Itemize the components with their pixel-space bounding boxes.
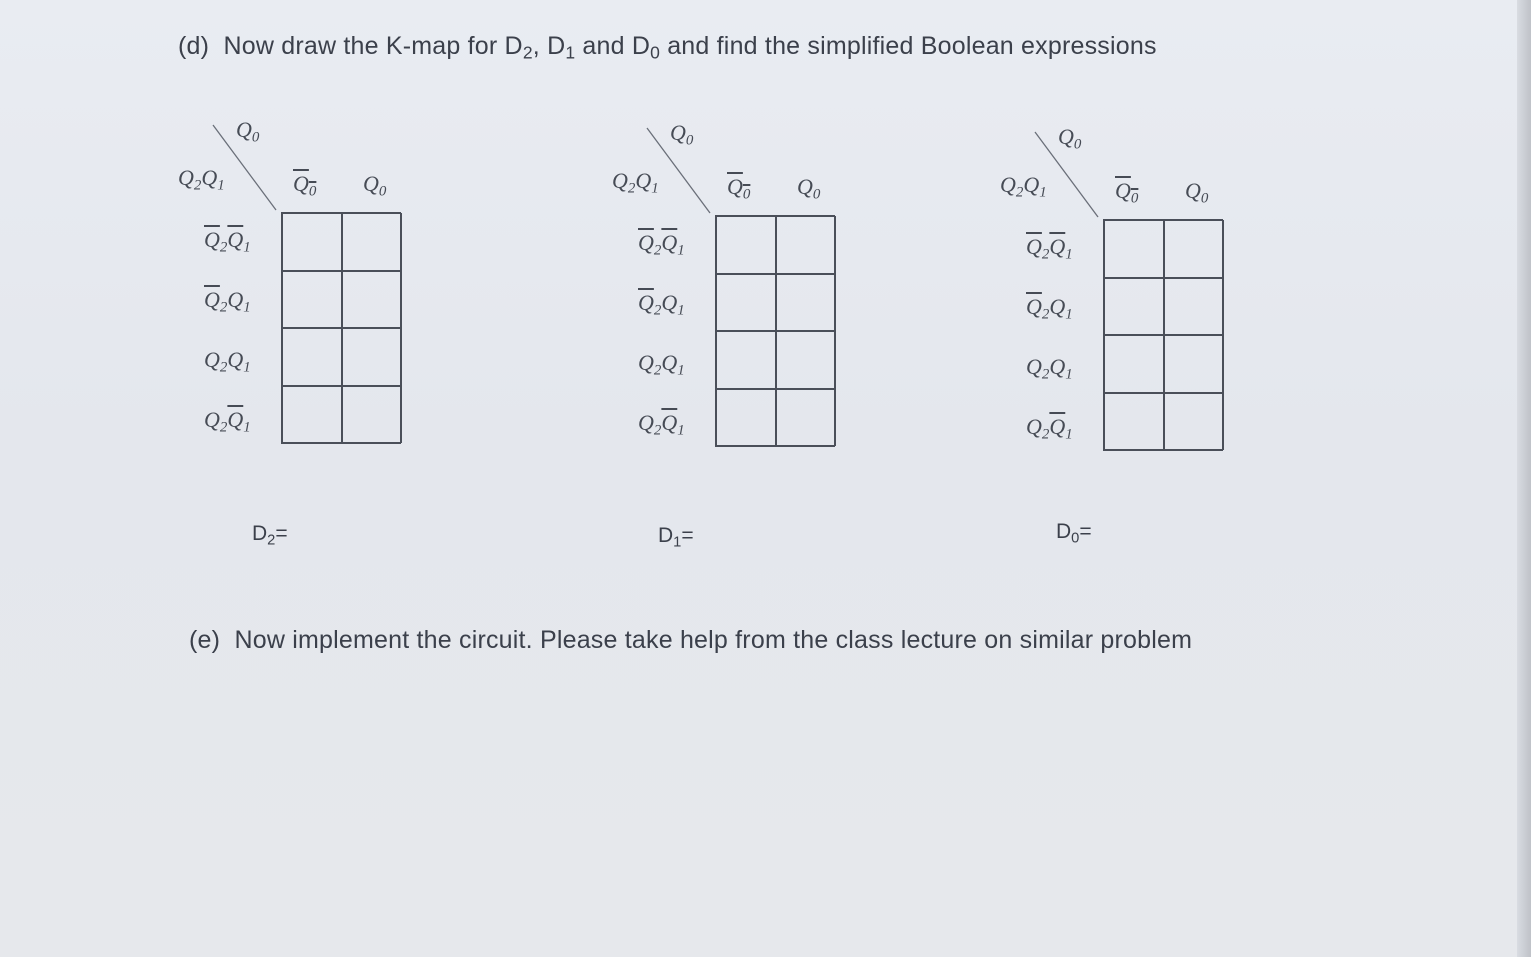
kmap-cell[interactable] — [776, 274, 836, 332]
kmap-grid — [281, 212, 401, 444]
kmap-cell[interactable] — [1164, 393, 1224, 451]
kmap-column-variable-label: $Q_0$ — [236, 117, 260, 146]
kmap-row-header: $\overline{Q}_2\overline{Q}_1$ — [638, 230, 685, 259]
kmap-cell[interactable] — [716, 216, 776, 274]
kmap-cell[interactable] — [342, 271, 402, 329]
expression-d0: $D_0=$ — [1056, 520, 1092, 547]
kmap-cell[interactable] — [342, 386, 402, 444]
kmap-row-header: $Q_2\overline{Q}_1$ — [1026, 414, 1073, 443]
kmap-column-variable-label: $Q_0$ — [670, 120, 694, 149]
kmap-col-header-q0-bar: $Q_0$ — [727, 174, 751, 203]
kmap-cell[interactable] — [716, 331, 776, 389]
kmap-cell[interactable] — [776, 389, 836, 447]
kmap-cell[interactable] — [282, 328, 342, 386]
part-e-label: (e) — [189, 626, 221, 654]
kmap-cell[interactable] — [716, 389, 776, 447]
kmap-d1 — [612, 118, 912, 538]
kmap-cell[interactable] — [342, 213, 402, 271]
part-e-text: Now implement the circuit. Please take help from the class lecture on similar problem — [234, 626, 1193, 654]
kmap-row-header: $\overline{Q}_2\overline{Q}_1$ — [1026, 234, 1073, 263]
part-d-label: (d) — [178, 32, 210, 60]
kmap-cell[interactable] — [282, 271, 342, 329]
kmap-row-header: $Q_2Q_1$ — [638, 350, 685, 379]
kmap-row-header: $Q_2\overline{Q}_1$ — [204, 407, 251, 436]
kmap-cell[interactable] — [282, 213, 342, 271]
kmap-col-header-q0: $Q_0$ — [1185, 178, 1209, 207]
kmap-col-header-q0: $Q_0$ — [363, 171, 387, 200]
kmap-row-header: $Q_2\overline{Q}_1$ — [638, 410, 685, 439]
part-e-heading — [189, 626, 1192, 655]
expression-d1: $D_1=$ — [658, 524, 694, 551]
kmap-row-header: $\overline{Q}_2\overline{Q}_1$ — [204, 227, 251, 256]
kmap-cell[interactable] — [1104, 220, 1164, 278]
kmap-cell[interactable] — [342, 328, 402, 386]
kmap-row-header: $\overline{Q}_2Q_1$ — [1026, 294, 1073, 323]
expression-d2: $D_2=$ — [252, 522, 288, 549]
kmap-row-header: $\overline{Q}_2Q_1$ — [638, 290, 685, 319]
kmap-d0 — [1000, 122, 1300, 542]
part-d-heading: (d) Now draw the K-map for $D_2$, $D_1$ and $D_0$ and find the simplified Boolean expressions — [178, 32, 1157, 63]
kmap-row-variable-label: $Q_2Q_1$ — [612, 168, 659, 197]
kmap-row-variable-label: $Q_2Q_1$ — [178, 165, 225, 194]
kmap-col-header-q0: $Q_0$ — [797, 174, 821, 203]
kmap-row-header: $Q_2Q_1$ — [1026, 354, 1073, 383]
kmap-row-header: $\overline{Q}_2Q_1$ — [204, 287, 251, 316]
part-d-text: Now draw the K-map for D — [223, 32, 523, 60]
kmap-cell[interactable] — [1104, 393, 1164, 451]
kmap-col-header-q0-bar: $Q_0$ — [293, 171, 317, 200]
kmap-cell[interactable] — [1104, 278, 1164, 336]
kmap-cell[interactable] — [716, 274, 776, 332]
kmap-cell[interactable] — [776, 331, 836, 389]
kmap-cell[interactable] — [776, 216, 836, 274]
kmap-cell[interactable] — [1104, 335, 1164, 393]
kmap-grid — [715, 215, 835, 447]
kmap-cell[interactable] — [1164, 220, 1224, 278]
kmap-d2 — [178, 115, 478, 535]
kmap-cell[interactable] — [1164, 278, 1224, 336]
kmap-col-header-q0-bar: $Q_0$ — [1115, 178, 1139, 207]
kmap-column-variable-label: $Q_0$ — [1058, 124, 1082, 153]
kmap-grid — [1103, 219, 1223, 451]
kmap-row-header: $Q_2Q_1$ — [204, 347, 251, 376]
kmap-row-variable-label: $Q_2Q_1$ — [1000, 172, 1047, 201]
kmap-cell[interactable] — [282, 386, 342, 444]
kmap-cell[interactable] — [1164, 335, 1224, 393]
page-edge-shadow — [1517, 0, 1531, 957]
